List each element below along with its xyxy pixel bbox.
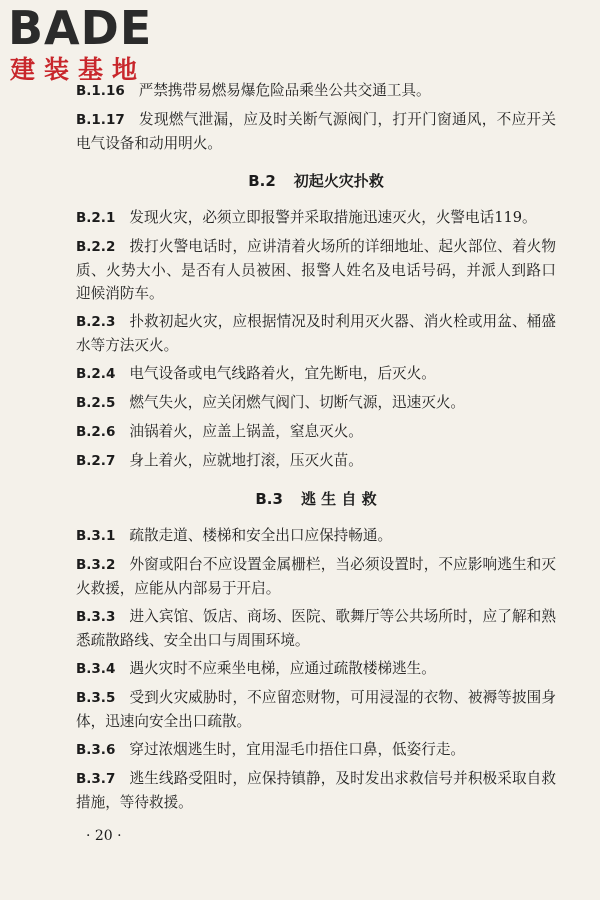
clause-number: B.2.3 — [76, 314, 116, 330]
clause-b-1-16 — [76, 79, 556, 103]
clause-number: B.2.5 — [76, 395, 116, 411]
clause-number: B.3.5 — [76, 690, 116, 706]
clause-number: B.3.3 — [76, 609, 116, 625]
section-heading-b3 — [76, 488, 556, 510]
clause-text: 外窗或阳台不应设置金属栅栏，当必须设置时，不应影响逃生和灭火救援，应能从内部易于开启。 — [76, 556, 556, 597]
clause-number: B.3.7 — [76, 771, 116, 787]
document-body — [76, 79, 556, 819]
clause-number: B.2.4 — [76, 366, 116, 382]
clause-number: B.2.7 — [76, 453, 116, 469]
clause-text: 进入宾馆、饭店、商场、医院、歌舞厅等公共场所时，应了解和熟悉疏散路线、安全出口与周围环境。 — [76, 608, 556, 649]
clause-text: 扑救初起火灾，应根据情况及时利用灭火器、消火栓或用盆、桶盛水等方法灭火。 — [76, 313, 556, 354]
clause-b-3-1 — [76, 524, 556, 548]
clause-b-3-7 — [76, 767, 556, 814]
clause-b-2-3 — [76, 310, 556, 357]
clause-text: 逃生线路受阻时，应保持镇静，及时发出求救信号并积极采取自救措施，等待救援。 — [76, 770, 556, 811]
section-title: 初起火灾扑救 — [293, 172, 384, 190]
clause-b-1-17 — [76, 108, 556, 155]
clause-b-2-1 — [76, 206, 556, 230]
clause-text: 发现火灾，必须立即报警并采取措施迅速灭火，火警电话119。 — [129, 209, 537, 226]
clause-b-3-2 — [76, 553, 556, 600]
clause-number: B.1.16 — [76, 83, 125, 99]
clause-b-3-3 — [76, 605, 556, 652]
section-number: B.3 — [255, 490, 283, 508]
clause-b-2-6 — [76, 420, 556, 444]
clause-text: 受到火灾威胁时，不应留恋财物，可用浸湿的衣物、被褥等披围身体，迅速向安全出口疏散。 — [76, 689, 556, 730]
clause-number: B.3.6 — [76, 742, 116, 758]
clause-number: B.2.1 — [76, 210, 116, 226]
clause-b-3-4 — [76, 657, 556, 681]
clause-text: 发现燃气泄漏，应及时关断气源阀门，打开门窗通风，不应开关电气设备和动用明火。 — [76, 111, 556, 152]
clause-number: B.2.2 — [76, 239, 116, 255]
clause-text: 严禁携带易燃易爆危险品乘坐公共交通工具。 — [138, 82, 431, 99]
section-title: 逃 生 自 救 — [300, 490, 377, 508]
clause-number: B.3.2 — [76, 557, 116, 573]
watermark-logo — [6, 2, 176, 86]
clause-b-3-5 — [76, 686, 556, 733]
clause-b-2-2 — [76, 235, 556, 305]
clause-text: 拨打火警电话时，应讲清着火场所的详细地址、起火部位、着火物质、火势大小、是否有人员被困、报警人姓名及电话号码，并派人到路口迎候消防车。 — [76, 238, 556, 302]
clause-text: 穿过浓烟逃生时，宜用湿毛巾捂住口鼻，低姿行走。 — [129, 741, 466, 758]
clause-text: 油锅着火，应盖上锅盖，窒息灭火。 — [129, 423, 363, 440]
clause-text: 电气设备或电气线路着火，宜先断电，后灭火。 — [129, 365, 436, 382]
clause-text: 遇火灾时不应乘坐电梯，应通过疏散楼梯逃生。 — [129, 660, 436, 677]
clause-b-2-7 — [76, 449, 556, 473]
logo-subtitle: 建装基地 — [10, 55, 147, 84]
clause-number: B.3.4 — [76, 661, 116, 677]
section-number: B.2 — [248, 172, 276, 190]
clause-number: B.2.6 — [76, 424, 116, 440]
clause-b-2-5 — [76, 391, 556, 415]
clause-b-3-6 — [76, 738, 556, 762]
clause-number: B.1.17 — [76, 112, 125, 128]
page-number: · 20 · — [86, 828, 122, 844]
clause-text: 身上着火，应就地打滚，压灭火苗。 — [129, 452, 363, 469]
clause-b-2-4 — [76, 362, 556, 386]
section-heading-b2 — [76, 170, 556, 192]
logo-text: BADE — [8, 1, 153, 55]
clause-number: B.3.1 — [76, 528, 116, 544]
clause-text: 疏散走道、楼梯和安全出口应保持畅通。 — [129, 527, 393, 544]
clause-text: 燃气失火，应关闭燃气阀门、切断气源，迅速灭火。 — [129, 394, 466, 411]
